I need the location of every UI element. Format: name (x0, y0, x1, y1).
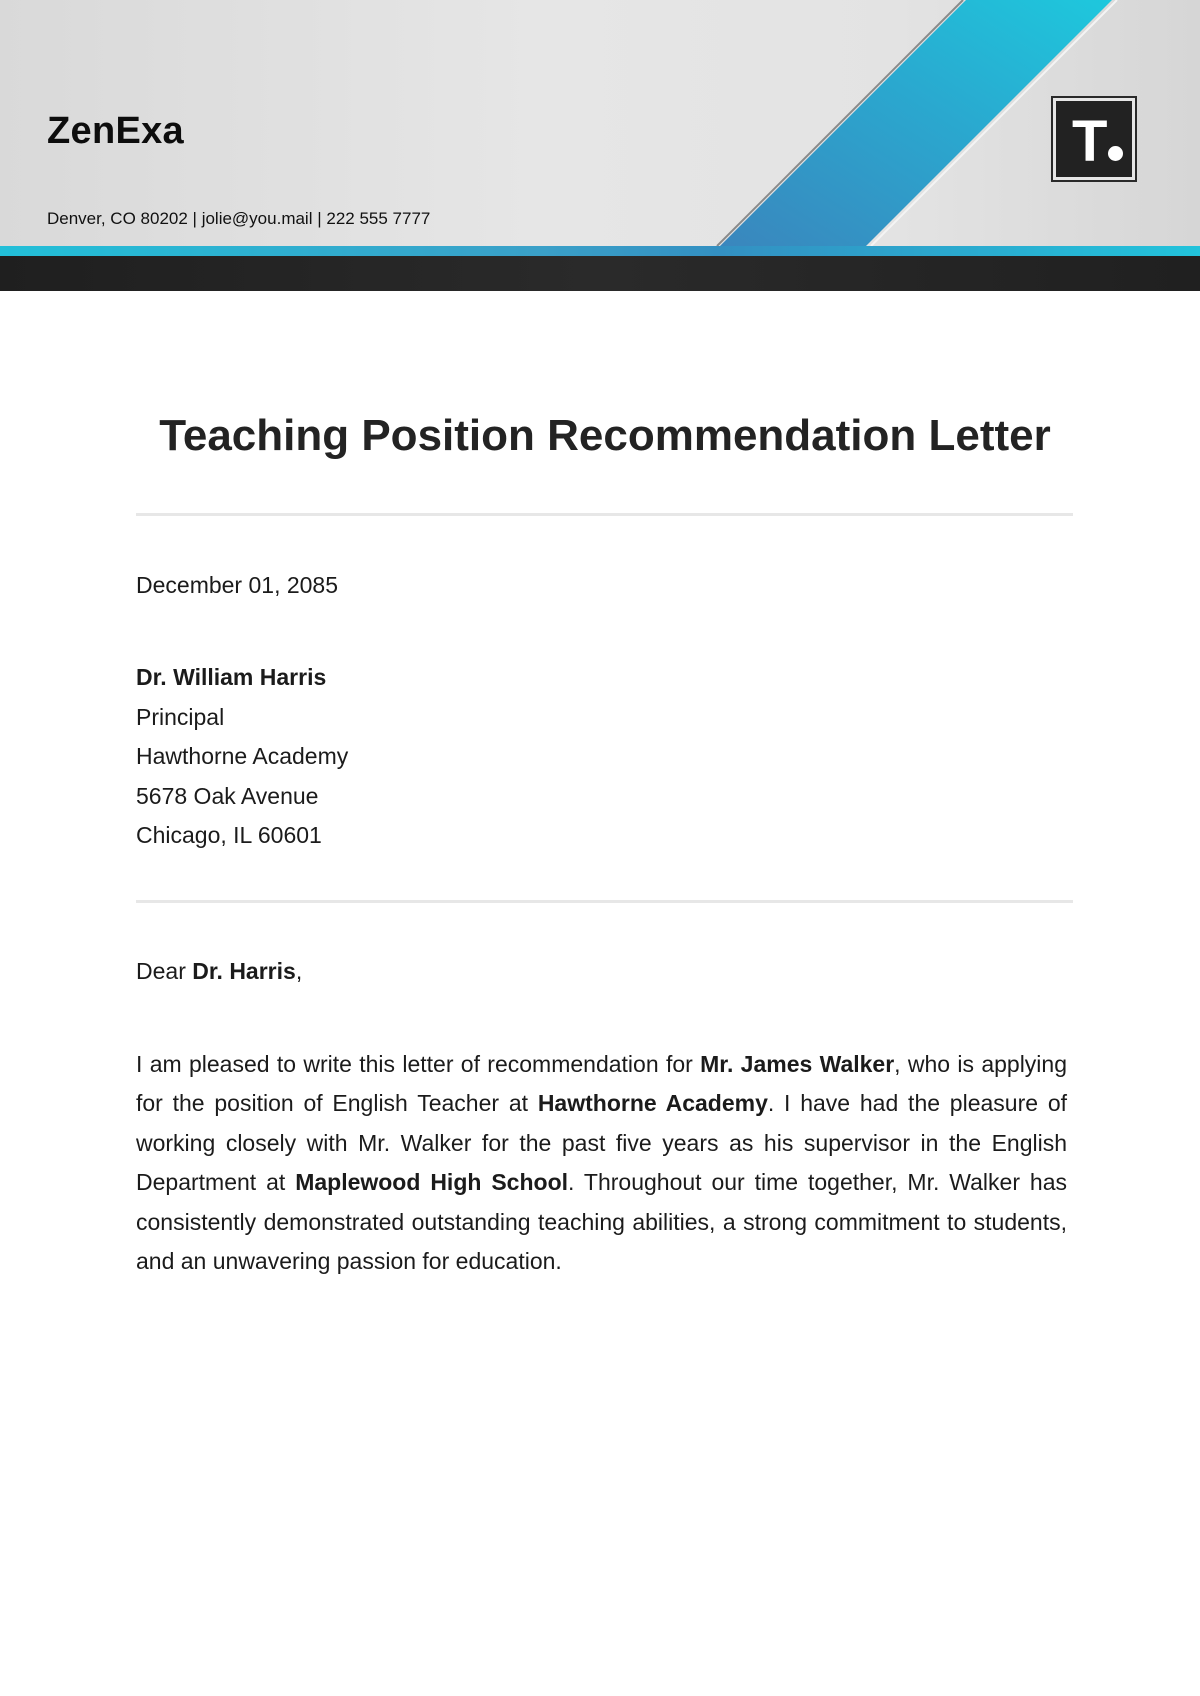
body-text: . Throughout our time together, Mr. Walker has consistently demonstrated outstanding teaching abilities, a strong commitment to students, and an unwavering passion for education. (136, 1169, 1067, 1275)
salutation-greeting: Dear (136, 958, 186, 984)
recipient-street: 5678 Oak Avenue (136, 782, 319, 809)
salutation-punctuation: , (295, 958, 303, 984)
recipient-title: Principal (136, 703, 225, 730)
contact-address: Denver, CO 80202 (47, 209, 188, 228)
salutation (136, 958, 302, 986)
letterhead-header (0, 0, 1200, 246)
contact-info (47, 210, 430, 227)
accent-bar (0, 246, 1200, 256)
logo-dot (1108, 146, 1123, 161)
recipient-block (136, 658, 348, 856)
divider (136, 513, 1073, 516)
letter-date: December 01, 2085 (136, 572, 339, 598)
contact-phone: 222 555 7777 (326, 209, 431, 228)
body-text: . I have had the pleasure of working closely with Mr. Walker for the past five years as his supervisor in the English Department at (136, 1090, 1068, 1196)
logo-letter: T (1072, 109, 1108, 174)
recipient-name: Dr. William Harris (136, 664, 327, 690)
logo-mark-icon (1051, 96, 1137, 182)
body-text: I am pleased to write this letter of recommendation for (136, 1051, 701, 1077)
contact-separator: | (187, 209, 202, 228)
contact-email: jolie@you.mail (201, 209, 313, 228)
divider (136, 900, 1073, 903)
letter-title: Teaching Position Recommendation Letter (159, 411, 1051, 460)
logo-tile (1056, 101, 1132, 177)
recipient-organization: Hawthorne Academy (136, 743, 349, 769)
contact-separator: | (312, 209, 327, 228)
target-school: Hawthorne Academy (537, 1090, 768, 1117)
body-text: , who is applying for the position of English Teacher at (136, 1051, 1068, 1117)
dark-band (0, 256, 1200, 291)
company-name: ZenExa (47, 110, 184, 152)
body-paragraph (136, 1045, 1067, 1281)
current-school: Maplewood High School (295, 1169, 569, 1196)
recipient-city: Chicago, IL 60601 (136, 822, 322, 848)
candidate-name: Mr. James Walker (700, 1051, 895, 1077)
salutation-name: Dr. Harris (192, 958, 296, 984)
